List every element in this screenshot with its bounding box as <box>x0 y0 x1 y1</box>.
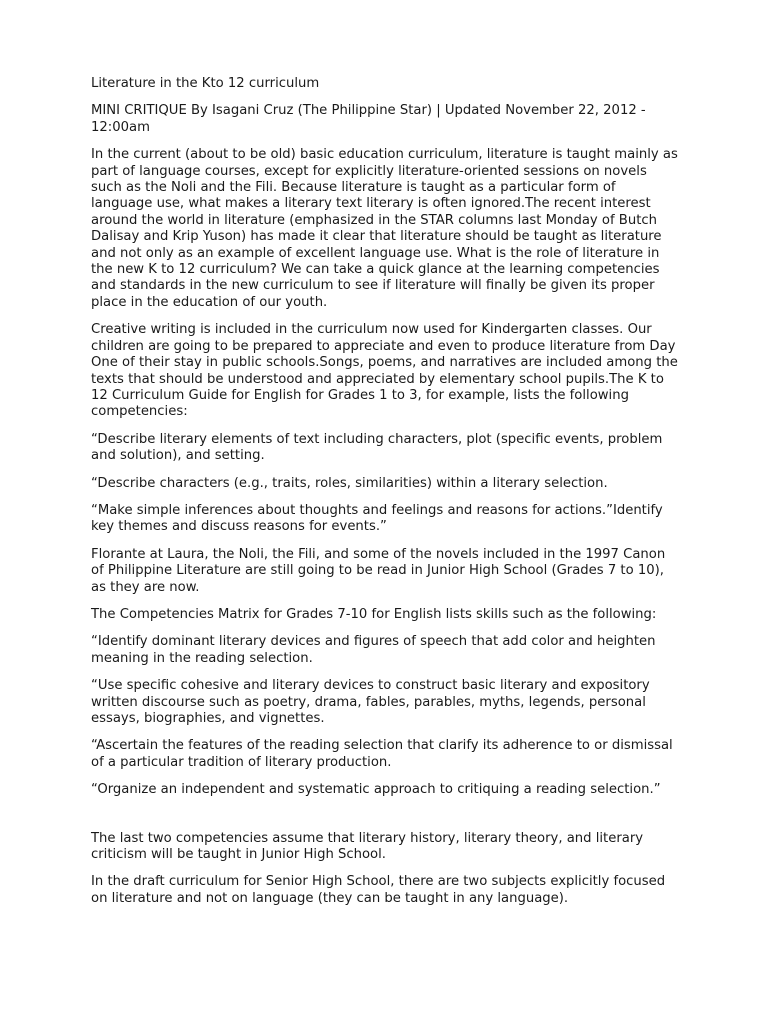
paragraph-senior-high: In the draft curriculum for Senior High School, there are two subjects explicitly focused on literature and not on language (they can be taught in any language). <box>91 874 666 906</box>
document-body <box>91 76 681 918</box>
quote-ascertain-features: “Ascertain the features of the reading selection that clarify its adherence to or dismissal of a particular tradition of literary production. <box>91 738 673 770</box>
byline: MINI CRITIQUE By Isagani Cruz (The Philippine Star) | Updated November 22, 2012 - 12:00am <box>91 103 646 135</box>
document-title: Literature in the Kto 12 curriculum <box>91 76 320 91</box>
paragraph-competencies-matrix: The Competencies Matrix for Grades 7-10 for English lists skills such as the following: <box>91 606 657 622</box>
paragraph-last-two-competencies: The last two competencies assume that literary history, literary theory, and literary criticism will be taught in Junior High School. <box>91 830 644 863</box>
quote-literary-elements: “Describe literary elements of text including characters, plot (specific events, problem and solution), and setting. <box>91 431 663 464</box>
quote-organize-approach: “Organize an independent and systematic approach to critiquing a reading selection.” <box>91 782 661 798</box>
paragraph-intro: In the current (about to be old) basic education curriculum, literature is taught mainly as part of language courses, except for explicitly literature-oriented sessions on novels such as the Noli and the Fili. Because literature is taught as a particular form of language use, what makes a literary text literary is often ignored.The recent interest around the world in literature (emphasized in the STAR columns last Monday of Butch Dalisay and Krip Yuson) has made it clear that literature should be taught as literature and not only as an example of excellent language use. What is the role of literature in the new K to 12 curriculum? We can take a quick glance at the learning competencies and standards in the new curriculum to see if literature will finally be given its proper place in the education of our youth. <box>91 147 678 310</box>
quote-simple-inferences: “Make simple inferences about thoughts and feelings and reasons for actions.”Identify key themes and discuss reasons for events.” <box>91 502 663 535</box>
quote-cohesive-devices: “Use specific cohesive and literary devices to construct basic literary and expository written discourse such as poetry, drama, fables, parables, myths, legends, personal essays, biographies, and vignettes. <box>91 678 650 726</box>
quote-describe-characters: “Describe characters (e.g., traits, roles, similarities) within a literary selection. <box>91 475 608 491</box>
paragraph-creative-writing: Creative writing is included in the curriculum now used for Kindergarten classes. Our children are going to be prepared to appreciate and even to produce literature from Day One of their stay in public schools.Songs, poems, and narratives are included among the texts that should be understood and appreciated by elementary school pupils.The K to 12 Curriculum Guide for English for Grades 1 to 3, for example, lists the following competencies: <box>91 322 678 420</box>
paragraph-florante: Florante at Laura, the Noli, the Fili, and some of the novels included in the 1997 Canon of Philippine Literature are still going to be read in Junior High School (Grades 7 to 10), as they are now. <box>91 546 666 595</box>
quote-literary-devices: “Identify dominant literary devices and figures of speech that add color and heighten meaning in the reading selection. <box>91 634 656 666</box>
